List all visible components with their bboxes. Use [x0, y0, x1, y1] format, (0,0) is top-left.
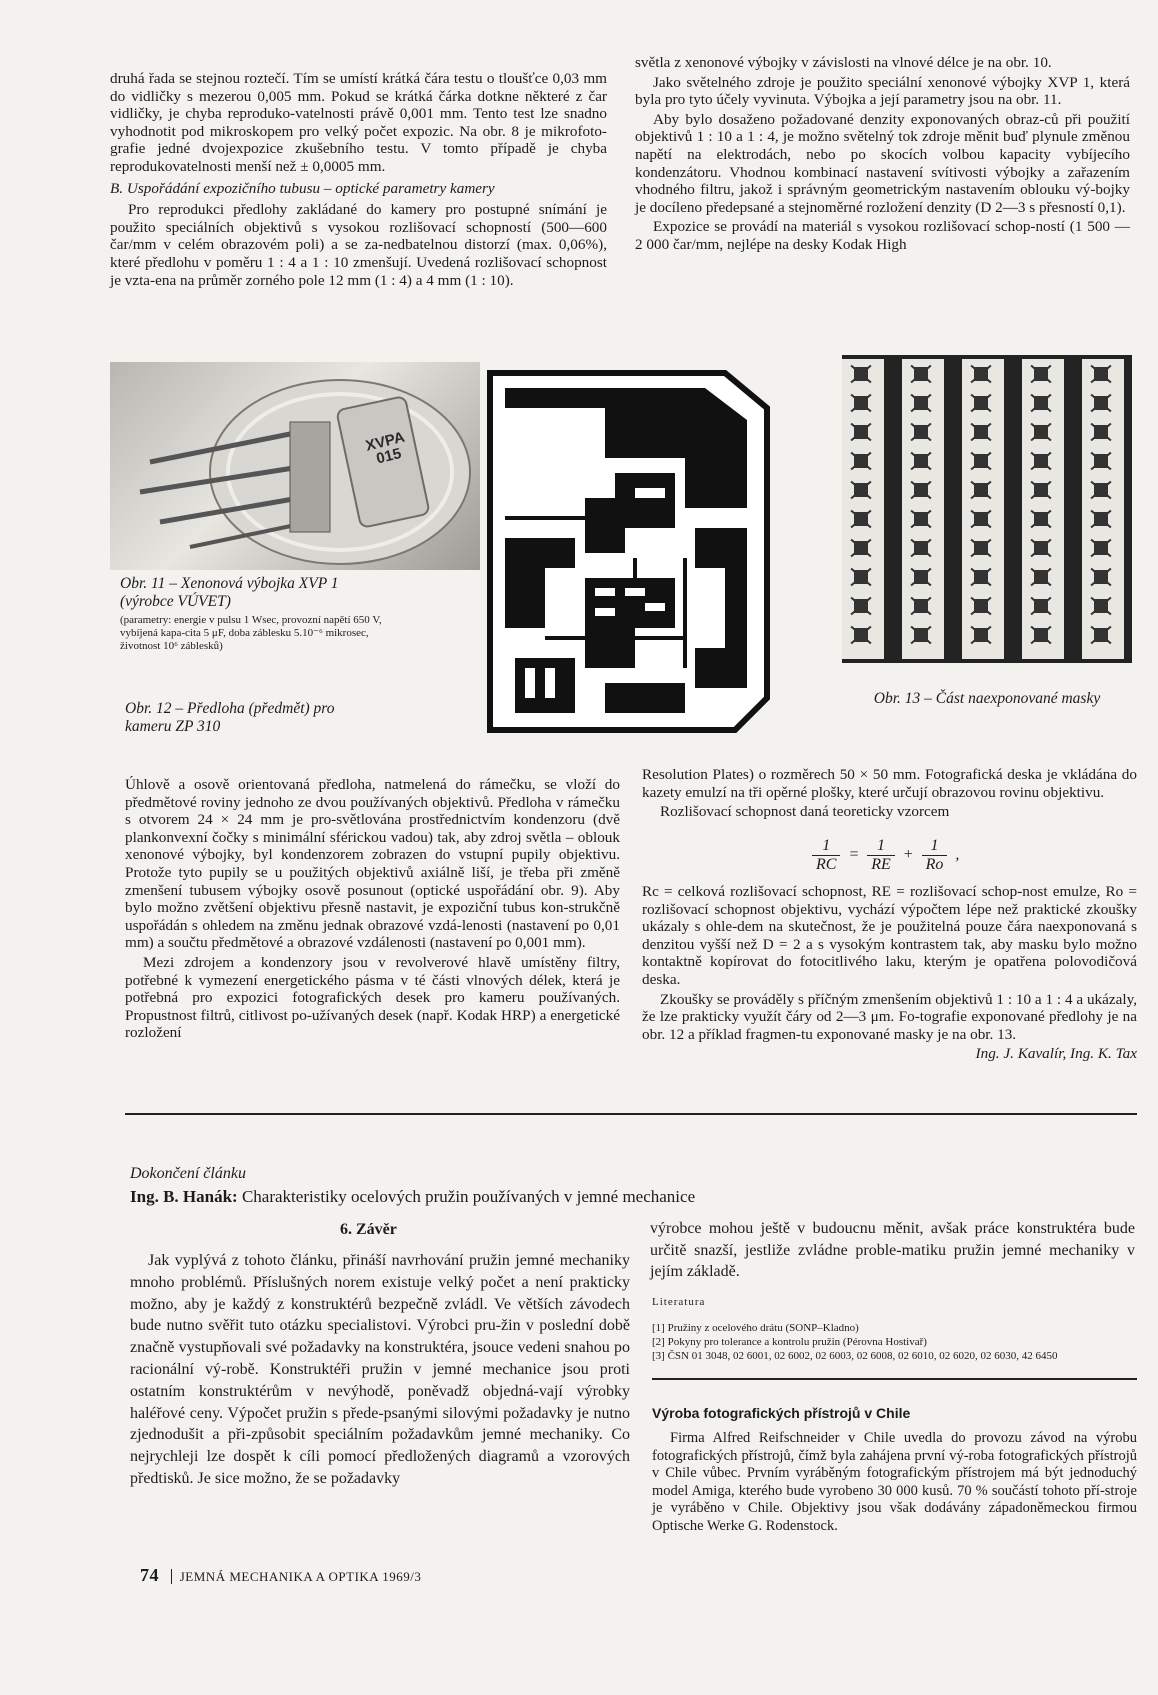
- mask-chip: [1091, 424, 1111, 441]
- news-heading: Výroba fotografických přístrojů v Chile: [652, 1405, 911, 1421]
- paragraph: Rozlišovací schopnost daná teoreticky vzorcem: [660, 803, 950, 821]
- mask-chip: [851, 511, 871, 528]
- section-divider: [125, 1113, 1137, 1115]
- literature-heading: Literatura: [652, 1296, 706, 1308]
- mask-chip: [971, 395, 991, 412]
- mask-chip: [971, 453, 991, 470]
- news-text: [652, 1430, 1137, 1537]
- mask-chip: [971, 511, 991, 528]
- mask-chip: [1091, 569, 1111, 586]
- subsection-heading: B. Uspořádání expozičního tubusu – optické parametry kamery: [110, 179, 495, 197]
- right-mid-text-2: [642, 883, 1137, 1065]
- bottom-left-text: [130, 1250, 630, 1492]
- mask-chip: [1091, 627, 1111, 644]
- paragraph: Rc = celková rozlišovací schopnost, RE = rozlišovací schop-nost emulze, Ro = rozlišovací schopnost objektivu, vychází výpočtem lépe než praktické zkoušky ukázaly s ohle-dem na skutečnost, že je použitelná pouze čára naexponovaná s denzitou vyšší než D = 2 a s vysokým kontrastem tak, aby masku bylo možno kontaktně kopírovat do fotocitlivého laku, kterým je opatřena polovodičová deska.: [642, 883, 1137, 988]
- mask-chip: [971, 424, 991, 441]
- mask-chip: [1031, 453, 1051, 470]
- tube-label: XVPA 015: [363, 428, 407, 468]
- mask-chip: [971, 366, 991, 383]
- fig13-caption: Obr. 13 – Část naexponované masky: [873, 690, 1101, 707]
- mask-chip: [1031, 598, 1051, 615]
- mask-chip: [911, 395, 931, 412]
- mask-chip: [851, 366, 871, 383]
- mask-chip: [851, 482, 871, 499]
- mask-chip: [1091, 453, 1111, 470]
- mask-chip: [1031, 366, 1051, 383]
- paragraph: světla z xenonové výbojky v závislosti na vlnové délce je na obr. 10.: [635, 54, 1052, 71]
- article-title: [130, 1187, 695, 1207]
- mask-chip: [1091, 511, 1111, 528]
- mask-chip: [1091, 395, 1111, 412]
- authors: Ing. J. Kavalír, Ing. K. Tax: [975, 1045, 1137, 1063]
- left-top-text: [110, 70, 607, 291]
- article-author: Ing. B. Hanák:: [130, 1187, 238, 1206]
- mask-chip: [971, 482, 991, 499]
- continuation-label: Dokončení článku: [130, 1165, 246, 1182]
- fig11-caption: Obr. 11 – Xenonová výbojka XVP 1 (výrobce VÚVET): [120, 575, 339, 610]
- paragraph: druhá řada se stejnou roztečí. Tím se umístí krátká čára testu o tloušťce 0,03 mm do vidličky s mezerou 0,005 mm. Pokud se krátká čárka dotkne některé z čar vidličky, je chyba reproduko-vatelnosti právě 0,001 mm. Tento test lze snadno vyhodnotit pod mikroskopem pro velký počet expozic. Na obr. 8 je mikrofoto-grafie jedné dvojexpozice zkušebního testu. V tomto případě je chyba reprodukovatelnosti menší než ± 0,0005 mm.: [110, 70, 607, 175]
- mask-chip: [1091, 598, 1111, 615]
- mask-chip: [851, 627, 871, 644]
- mask-chip: [1031, 627, 1051, 644]
- mask-chip: [1091, 482, 1111, 499]
- page-footer: [140, 1565, 421, 1586]
- mask-chip: [971, 627, 991, 644]
- references-list: [652, 1322, 1137, 1364]
- mask-chip: [971, 540, 991, 557]
- paragraph: výrobce mohou ještě v budoucnu měnit, avšak práce konstruktéra bude určitě snazší, jestliže zvládne proble-matiku pružin jemné mechaniky v jejím základě.: [650, 1220, 1135, 1280]
- paragraph: Zkoušky se prováděly s příčným zmenšením objektivů 1 : 10 a 1 : 4 a ukázaly, že lze prakticky využít čáry od 2—3 μm. Fo-tografie exponované předlohy je na obr. 12 a příklad fragmen-tu exponované masky je na obr. 13.: [642, 990, 1137, 1043]
- paragraph: Pro reprodukci předlohy zakládané do kamery pro postupné snímání je použito speciálních objektivů s vysokou rozlišovací schopností (500—600 čar/mm v celém obrazovém poli) a se za-nedbatelnou distorzí (max. 0,06%), které předlohu v poměru 1 : 4 a 1 : 10 zmenšují. Uvedená rozlišovací schopnost je vzta-ena na průměr zorného pole 12 mm (1 : 4) a 4 mm (1 : 10).: [110, 201, 607, 289]
- page-number: 74: [140, 1565, 159, 1585]
- resolution-formula: $\frac{1}{RC}$ = $\frac{1}{RE}$ + $\frac{1}{Ro}$ ,: [808, 837, 959, 874]
- paragraph: Resolution Plates) o rozměrech 50 × 50 mm. Fotografická deska je vkládána do kazety emulzí na tři opěrné plošky, které určují obrazovou rovinu objektivu.: [642, 766, 1137, 801]
- fig11-params: (parametry: energie v pulsu 1 Wsec, provozní napětí 650 V, vybíjená kapa-cita 5 μF, doba záblesku 5.10⁻⁶ mikrosec, životnost 10⁶ záblesků): [120, 614, 382, 652]
- mask-chip: [911, 627, 931, 644]
- mask-chip: [911, 366, 931, 383]
- mask-chip: [851, 424, 871, 441]
- pcb-artwork-figure: [485, 368, 777, 733]
- paragraph: Firma Alfred Reifschneider v Chile uvedla do provozu závod na výrobu fotografických přístrojů, čímž byla zahájena první vý-roba fotografických přístrojů v Chile vůbec. Prvním vyráběným fotografickým přístrojem má být jednoduchý model Amiga, kterého bude vyrobeno 30 000 kusů. 70 % součástí tohoto pří-stroje je vyráběno v Chile. Objektivy jsou však dodávány západoněmeckou firmou Optische Werke G. Rodenstock.: [652, 1430, 1137, 1534]
- left-mid-text: [125, 776, 620, 1044]
- paragraph: Jako světelného zdroje je použito speciální xenonové výbojky XVP 1, která byla pro tyto účely vyvinuta. Výbojka a její parametry jsou na obr. 11.: [635, 73, 1130, 109]
- mask-chip: [911, 569, 931, 586]
- reference-item: [1] Pružiny z ocelového drátu (SONP–Kladno): [652, 1322, 859, 1334]
- bottom-right-text: [650, 1218, 1135, 1285]
- xenon-lamp-photo: [110, 362, 480, 570]
- mask-chip: [851, 540, 871, 557]
- mask-chip: [911, 424, 931, 441]
- mask-chip: [911, 598, 931, 615]
- paragraph: Úhlově a osově orientovaná předloha, natmelená do rámečku, se vloží do předmětové roviny jednoho ze dvou používaných objektivů. Předloha v rámečku s otvorem 24 × 24 mm je pro-světlována prostřednictvím kondenzoru (dvě plankonvexní čočky s minimální sférickou vadou) tak, aby zdroj světla – oblouk xenonové výbojky, byl kondenzorem zobrazen do vstupní pupily objektivu. Protože tyto pupily se u použitých objektivů axiálně liší, je třeba při změně zmenšení tubusem výbojky osově posunout (optické uspořádání obr. 9). Aby bylo možno zvětšení objektivu přesně nastavit, je expoziční tubus kon-strukčně uspořádán s ohledem na změnu jednak obrazové vzdá-lenosti (nastavení po 0,01 mm) a součtu předmětové a obrazové vzdálenosti (nastavení po 0,001 mm).: [125, 776, 620, 952]
- mask-chip: [1091, 540, 1111, 557]
- mask-chip: [1031, 395, 1051, 412]
- reference-item: [3] ČSN 01 3048, 02 6001, 02 6002, 02 6003, 02 6008, 02 6010, 02 6020, 02 6030, 42 6450: [652, 1350, 1058, 1362]
- mask-chip: [911, 482, 931, 499]
- mask-chip: [911, 511, 931, 528]
- paragraph: Expozice se provádí na materiál s vysokou rozlišovací schop-ností (1 500 — 2 000 čar/mm, nejlépe na desky Kodak High: [635, 218, 1130, 253]
- mask-chip: [1031, 569, 1051, 586]
- right-mid-text-1: [642, 766, 1137, 823]
- right-top-text: [635, 54, 1130, 256]
- fig12-caption: Obr. 12 – Předloha (předmět) pro kameru ZP 310: [125, 700, 335, 735]
- section-heading: 6. Závěr: [340, 1221, 397, 1238]
- reference-item: [2] Pokyny pro tolerance a kontrolu pružin (Pérovna Hostivař): [652, 1336, 927, 1348]
- paragraph: Aby bylo dosaženo požadované denzity exponovaných obraz-ců při použití objektivů 1 : 10 a 1 : 4, je možno světelný tok zdroje měnit buď plynule změnou napětí na elektrodách, nebo po skocích volbou kapacity vybíjecího kondenzátoru. Vhodnou kombinací nastavení svítivosti výbojky a zařazením vhodného filtru, jakož i správným geometrickým nastavením oblouku vý-bojky je docíleno předepsané a stejnoměrné rozložení denzity (D 2—3 s přesností 0,1).: [635, 110, 1130, 216]
- mask-chip: [911, 453, 931, 470]
- journal-name: JEMNÁ MECHANIKA A OPTIKA 1969/3: [171, 1569, 422, 1584]
- mask-chip: [851, 598, 871, 615]
- paragraph: Mezi zdrojem a kondenzory jsou v revolverové hlavě umístěny filtry, potřebné k vymezení energetického pásma v té části vlnových délek, která je potřebná pro expozici fotografických desek pro kameru používaných. Propustnost filtrů, citlivost po-užívaných desek (např. Kodak HRP) a energetické rozložení: [125, 953, 620, 1042]
- article-title-text: Charakteristiky ocelových pružin používaných v jemné mechanice: [241, 1187, 696, 1206]
- mask-chip: [971, 569, 991, 586]
- mask-chip: [1091, 366, 1111, 383]
- mask-photo: [842, 355, 1132, 663]
- mask-chip: [911, 540, 931, 557]
- paragraph: Jak vyplývá z tohoto článku, přináší navrhování pružin jemné mechaniky mnoho problémů. Příslušných norem existuje velký počet a není prakticky možno, aby je každý z konstruktérů bezpečně zvládl. Ve větších závodech bude nutno svěřit tuto otázku specialistovi. Výrobci pru-žin v poslední době značně vystupňovali své požadavky na konstruktéra, jsouce vedeni snahou po racionální vý-robě. Konstruktéři pružin v jemné mechanice jsou proti ostatním konstruktérům v nevýhodě, poněvadž objedná-vají výrobky haléřové ceny. Výpočet pružin s přede-psanými silovými požadavky je nutno zjednodušit a při-způsobit speciálním požadavkům jemné mechaniky. Co nejrychleji lze dospět k cíli pomocí předložených diagramů a vzorových předtisků. Je sice možno, že se požadavky: [130, 1252, 630, 1487]
- mask-chip: [851, 453, 871, 470]
- mask-chip: [851, 569, 871, 586]
- mask-chip: [1031, 424, 1051, 441]
- mask-chip: [851, 395, 871, 412]
- mask-chip: [971, 598, 991, 615]
- mask-chip: [1031, 511, 1051, 528]
- news-divider: [652, 1378, 1137, 1380]
- mask-chip: [1031, 540, 1051, 557]
- mask-chip: [1031, 482, 1051, 499]
